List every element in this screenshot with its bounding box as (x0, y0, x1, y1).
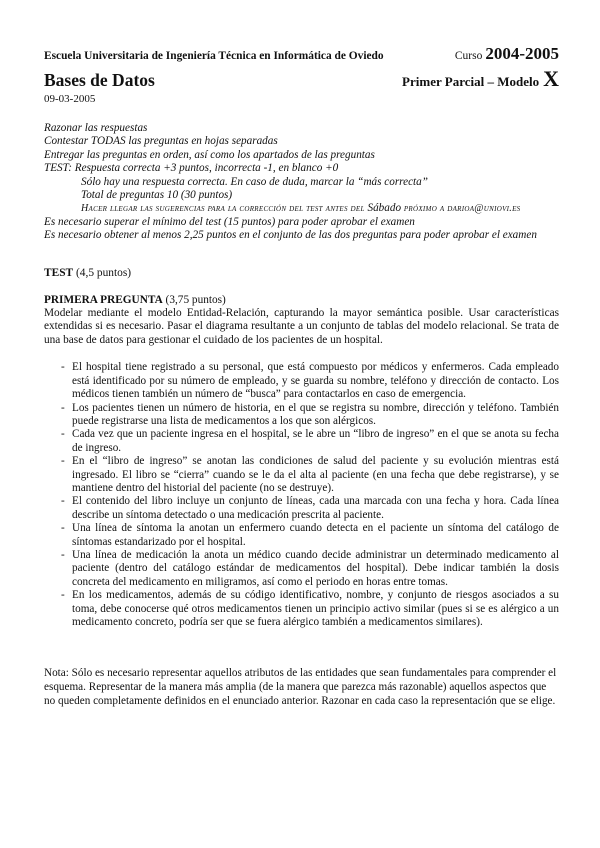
instruction-sub-line: Sólo hay una respuesta correcta. En caso de duda, marcar la “más correcta” (81, 175, 428, 188)
question-intro: Modelar mediante el modelo Entidad-Relación, capturando la mayor semántica posible. Usar características extendidas si es necesario. Pasar el diagrama resultante a un conjunto de tablas del modelo relacional. Se trata de una base de datos para gestionar el cuidado de los pacientes de un hospital. (44, 307, 559, 346)
list-item: - Una línea de medicación la anota un médico cuando decide administrar un determinado medicamento al paciente (dentro del catálogo estándar de medicamentos del hospital). Debe indicar también la dosis concreta del medicamento en miligramos, así como el periodo en horas entre tomas. (44, 549, 559, 589)
subject-title: Bases de Datos (44, 70, 155, 90)
instruction-sub-line: Total de preguntas 10 (30 puntos) (81, 189, 233, 202)
note-paragraph: Nota: Sólo es necesario representar aquellos atributos de las entidades que sean fundamentales para comprender el esquema. Representar de la manera más amplia (de la manera que parezca más razonable) aquellos aspectos que no queden completamente definidos en el enunciado anterior. Razonar en cada caso la representación que se elige. (44, 667, 557, 707)
list-item: - El hospital tiene registrado a su personal, que está compuesto por médicos y enfermeros. Cada empleado está identificado por su número de empleado, y se guarda su nombre, teléfono y dirección de contacto. Los médicos tienen también un número de “busca” para contactarlos en caso de emergencia. (44, 361, 559, 401)
exam-model-letter: X (543, 66, 559, 91)
instruction-test-line: TEST: Respuesta correcta +3 puntos, incorrecta -1, en blanco +0 (44, 162, 339, 175)
instruction-line: Entregar las preguntas en orden, así como los apartados de las preguntas (44, 148, 375, 161)
test-section (44, 267, 559, 279)
curso-year: 2004-2005 (485, 44, 559, 63)
list-item: - Una línea de síntoma la anotan un enfermero cuando detecta en el paciente un síntoma del catálogo de síntomas estandarizado por el hospital. (44, 522, 559, 549)
list-item: - Cada vez que un paciente ingresa en el hospital, se le abre un “libro de ingreso” en el que se anota su fecha de ingreso. (44, 428, 559, 455)
instruction-line: Contestar TODAS las preguntas en hojas separadas (44, 135, 278, 148)
exam-model (402, 66, 559, 92)
requirements-list (44, 361, 559, 629)
instruction-line: Razonar las respuestas (44, 122, 148, 134)
exam-page (44, 44, 559, 708)
suggestions-email: próximo a darioa@uniovi.es (401, 203, 521, 215)
suggestions-line (44, 202, 559, 215)
exam-label: Primer Parcial – Modelo (402, 74, 540, 89)
school-name: Escuela Universitaria de Ingeniería Técnica en Informática de Oviedo (44, 50, 384, 62)
exam-date: 09-03-2005 (44, 93, 96, 105)
list-item: - Los pacientes tienen un número de historia, en el que se registra su nombre, dirección y teléfono. También puede registrarse una lista de medicamentos a los que son alérgicos. (44, 402, 559, 429)
instructions (44, 122, 559, 243)
test-title: TEST (44, 266, 74, 279)
suggestions-day: Sábado (367, 202, 402, 215)
question-heading (44, 294, 559, 307)
instruction-line: Es necesario superar el mínimo del test (15 puntos) para poder aprobar el examen (44, 215, 415, 228)
list-item: - En los medicamentos, además de su código identificativo, nombre, y conjunto de riesgos asociados a su toma, debe conocerse qué otros medicamentos tienen un principio activo similar (pues si se es alérgico a un medicamento concreto, podría ser que se fuera alérgico también a medicamentos similares). (44, 589, 559, 629)
first-question (44, 294, 559, 348)
test-points: (4,5 puntos) (73, 266, 132, 279)
question-points: (3,75 puntos) (162, 293, 226, 306)
suggestions-text: Hacer llegar las sugerencias para la corrección del test antes del (81, 203, 368, 215)
curso-label: Curso (454, 50, 483, 62)
header-row-1 (44, 44, 559, 64)
course-year (455, 44, 559, 64)
list-item: - En el “libro de ingreso” se anotan las condiciones de salud del paciente y su evolución mientras está ingresado. El libro se “cierra” cuando se le da el alta al paciente (en una fecha que debe registrarse), y se mantiene dentro del historial del paciente (no se destruye). (44, 455, 559, 495)
list-item: - El contenido del libro incluye un conjunto de líneas, cada una marcada con una fecha y hora. Cada línea describe un síntoma detectado o una medicación prescrita al paciente. (44, 495, 559, 522)
header-row-2 (44, 66, 559, 92)
instruction-line: Es necesario obtener al menos 2,25 puntos en el conjunto de las dos preguntas para poder aprobar el examen (44, 229, 537, 242)
question-title: PRIMERA PREGUNTA (44, 293, 163, 306)
